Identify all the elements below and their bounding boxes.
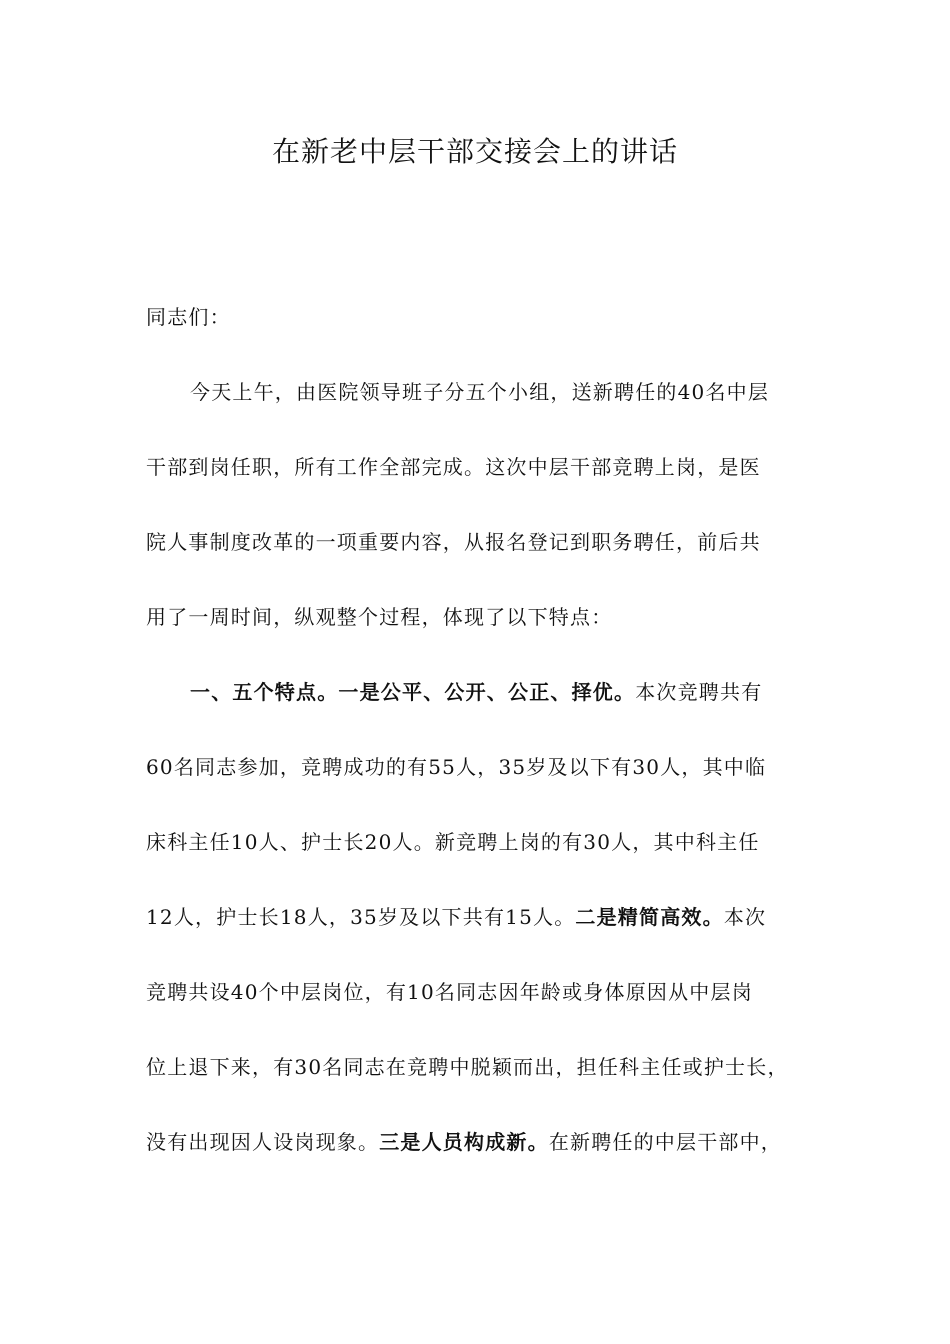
paragraph-1-line-1: 今天上午，由医院领导班子分五个小组，送新聘任的40名中层 xyxy=(190,380,770,404)
paragraph-2-line-2: 60名同志参加，竞聘成功的有55人，35岁及以下有30人，其中临 xyxy=(146,755,767,779)
paragraph-2-line-6: 位上退下来，有30名同志在竞聘中脱颖而出，担任科主任或护士长， xyxy=(146,1055,789,1079)
paragraph-1-line-2: 干部到岗任职，所有工作全部完成。这次中层干部竞聘上岗，是医 xyxy=(146,455,761,479)
paragraph-1-line-4: 用了一周时间，纵观整个过程，体现了以下特点： xyxy=(146,605,613,629)
section-heading: 一、五个特点。一是公平、公开、公正、择优。 xyxy=(190,680,636,704)
point-3-heading: 三是人员构成新。 xyxy=(379,1130,549,1154)
paragraph-2-line-7-start: 没有出现因人设岗现象。 xyxy=(146,1130,380,1154)
document-body xyxy=(146,280,822,1180)
salutation: 同志们： xyxy=(146,305,231,329)
paragraph-2-line-1-text: 本次竞聘共有 xyxy=(635,680,763,704)
paragraph-2-line-4-start: 12人，护士长18人，35岁及以下共有15人。 xyxy=(146,905,576,929)
paragraph-2-line-5: 竞聘共设40个中层岗位，有10名同志因年龄或身体原因从中层岗 xyxy=(146,980,753,1004)
point-2-heading: 二是精简高效。 xyxy=(575,905,724,929)
paragraph-1-line-3: 院人事制度改革的一项重要内容，从报名登记到职务聘任，前后共 xyxy=(146,530,761,554)
paragraph-2-line-3: 床科主任10人、护士长20人。新竞聘上岗的有30人，其中科主任 xyxy=(146,830,760,854)
paragraph-2-line-7-end: 在新聘任的中层干部中， xyxy=(548,1130,783,1154)
document-title: 在新老中层干部交接会上的讲话 xyxy=(271,135,678,168)
paragraph-2-line-7 xyxy=(146,1105,822,1180)
paragraph-2-line-4 xyxy=(146,880,822,955)
paragraph-2-line-4-end: 本次 xyxy=(723,905,767,929)
paragraph-2-line-1 xyxy=(146,655,822,730)
